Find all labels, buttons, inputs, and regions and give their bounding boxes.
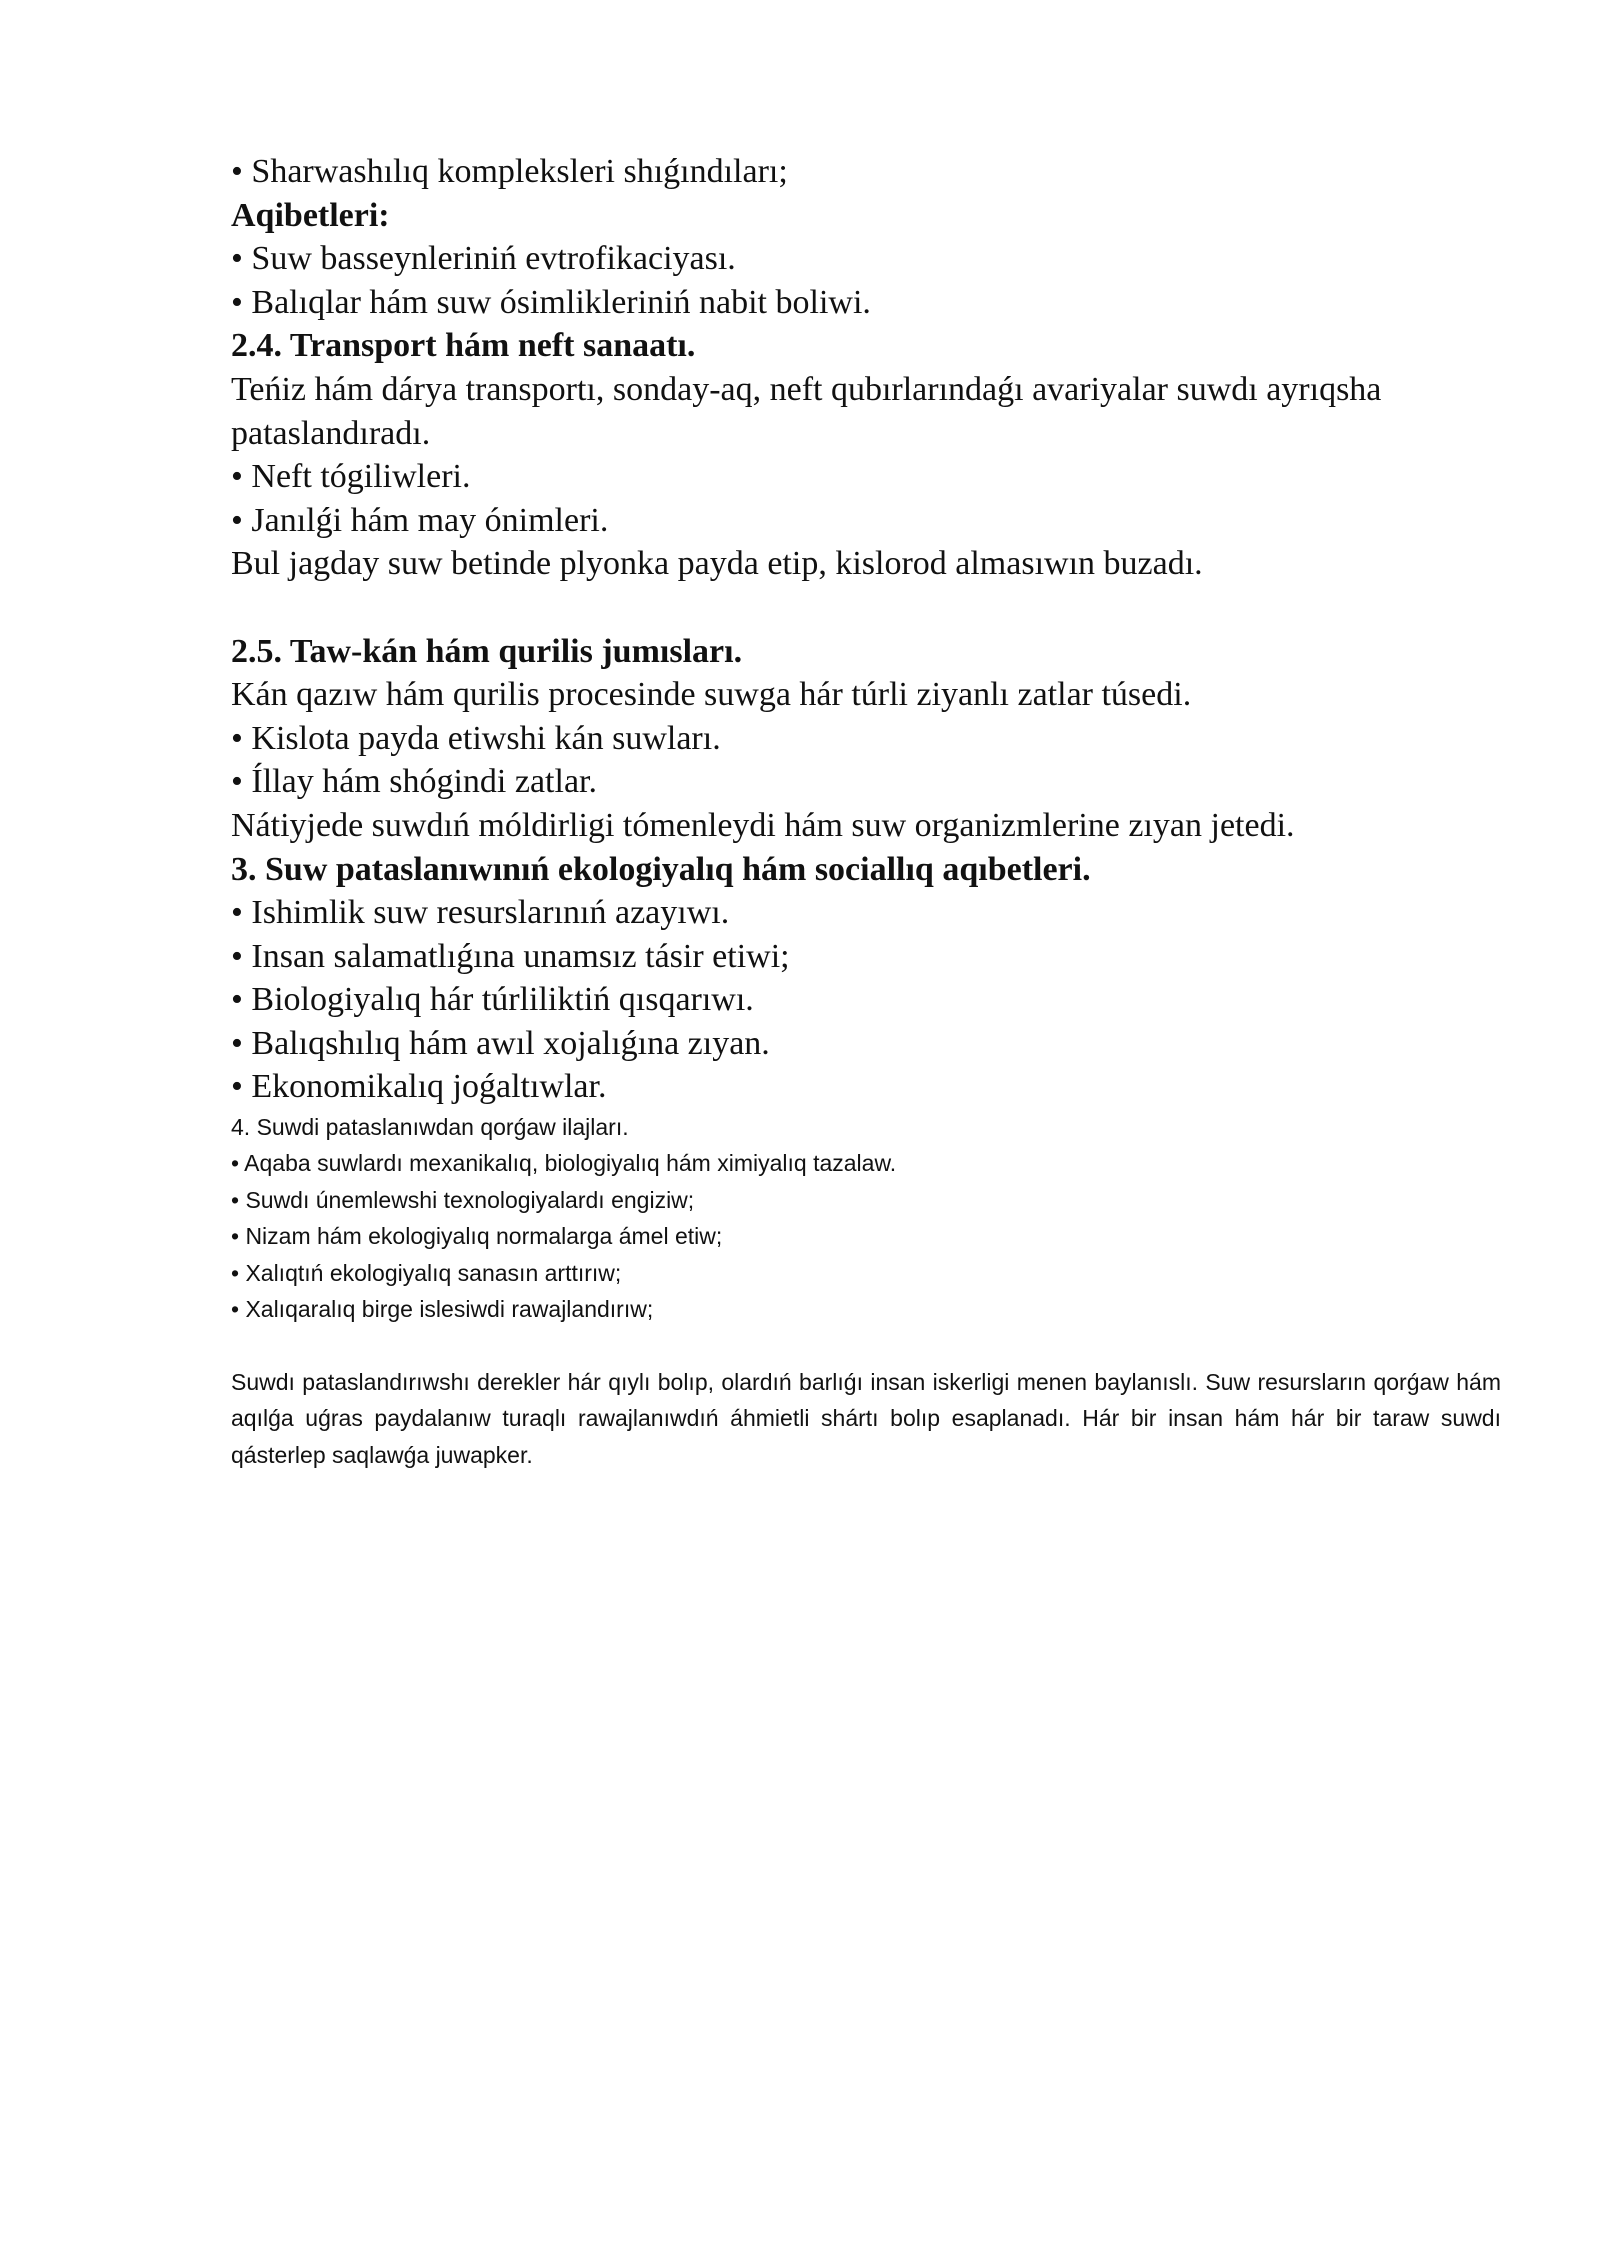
section-3-heading: 3. Suw pataslanıwınıń ekologiyalıq hám sociallıq aqıbetleri. [231,850,1091,888]
mining-paragraph: Kán qazıw hám qurilis procesinde suwga hár túrli ziyanlı zatlar túsedi. [231,676,1192,714]
bullet-fishery-agriculture: • Balıqshılıq hám awıl xojalıǵına zıyan. [231,1024,770,1062]
bullet-acid-mine-water: • Kislota payda etiwshi kán suwları. [231,719,721,757]
bullet-human-health: • Insan salamatlıǵına unamsız tásir etiwi; [231,937,790,975]
bullet-economic-losses: • Ekonomikalıq joǵaltıwlar. [231,1068,607,1106]
consequences-heading: Aqibetleri: [231,196,390,234]
bullet-wastewater-treatment: • Aqaba suwlardı mexanikalıq, biologiyalıq hám ximiyalıq tazalaw. [231,1150,897,1177]
result-paragraph: Nátiyjede suwdıń móldirligi tómenleydi hám suw organizmlerine zıyan jetedi. [231,806,1295,844]
page-content [231,150,1501,1473]
section-2-4-heading: 2.4. Transport hám neft sanaatı. [231,327,696,365]
bullet-fish-plants: • Balıqlar hám suw ósimlikleriniń nabit boliwi. [231,283,871,321]
transport-paragraph: Teńiz hám dárya transportı, sonday-aq, neft qubırlarındaǵı avariyalar suwdı ayrıqsha pataslandıradı. [231,370,1382,452]
blank-line [231,1328,1501,1364]
bullet-livestock-waste: • Sharwashılıq kompleksleri shıǵındıları; [231,153,788,190]
bullet-water-saving-tech: • Suwdı únemlewshi texnologiyalardı engiziw; [231,1186,695,1213]
film-paragraph: Bul jagday suw betinde plyonka payda etip, kislorod almasıwın buzadı. [231,545,1203,583]
bullet-drinking-water: • Ishimlik suw resurslarınıń azayıwı. [231,894,730,932]
bullet-eutrophication: • Suw basseynleriniń evtrofikaciyası. [231,240,736,278]
bullet-oil-spills: • Neft tógiliwleri. [231,458,471,496]
blank-line [231,586,1501,630]
bullet-international-cooperation: • Xalıqaralıq birge islesiwdi rawajlandırıw; [231,1296,654,1323]
bullet-fuel-products: • Janılǵi hám may ónimleri. [231,501,609,539]
section-4-heading: 4. Suwdi pataslanıwdan qorǵaw ilajları. [231,1114,629,1141]
bullet-law-norms: • Nizam hám ekologiyalıq normalarga ámel etiw; [231,1223,723,1250]
section-2-5-heading: 2.5. Taw-kán hám qurilis jumısları. [231,632,743,670]
bullet-sediments: • Íllay hám shógindi zatlar. [231,763,597,801]
bullet-biodiversity: • Biologiyalıq hár túrliliktiń qısqarıwı. [231,981,754,1019]
conclusion-paragraph: Suwdı pataslandırıwshı derekler hár qıylı bolıp, olardıń barlıǵı insan iskerligi menen baylanıslı. Suw resursların qorǵaw hám aqılǵa uǵras paydalanıw turaqlı rawajlanıwdıń áhmietli shártı bolıp esaplanadı. Hár bir insan hám hár bir taraw suwdı qásterlep saqlawǵa juwapker. [231,1368,1501,1468]
bullet-ecological-awareness: • Xalıqtıń ekologiyalıq sanasın arttırıw; [231,1259,622,1286]
